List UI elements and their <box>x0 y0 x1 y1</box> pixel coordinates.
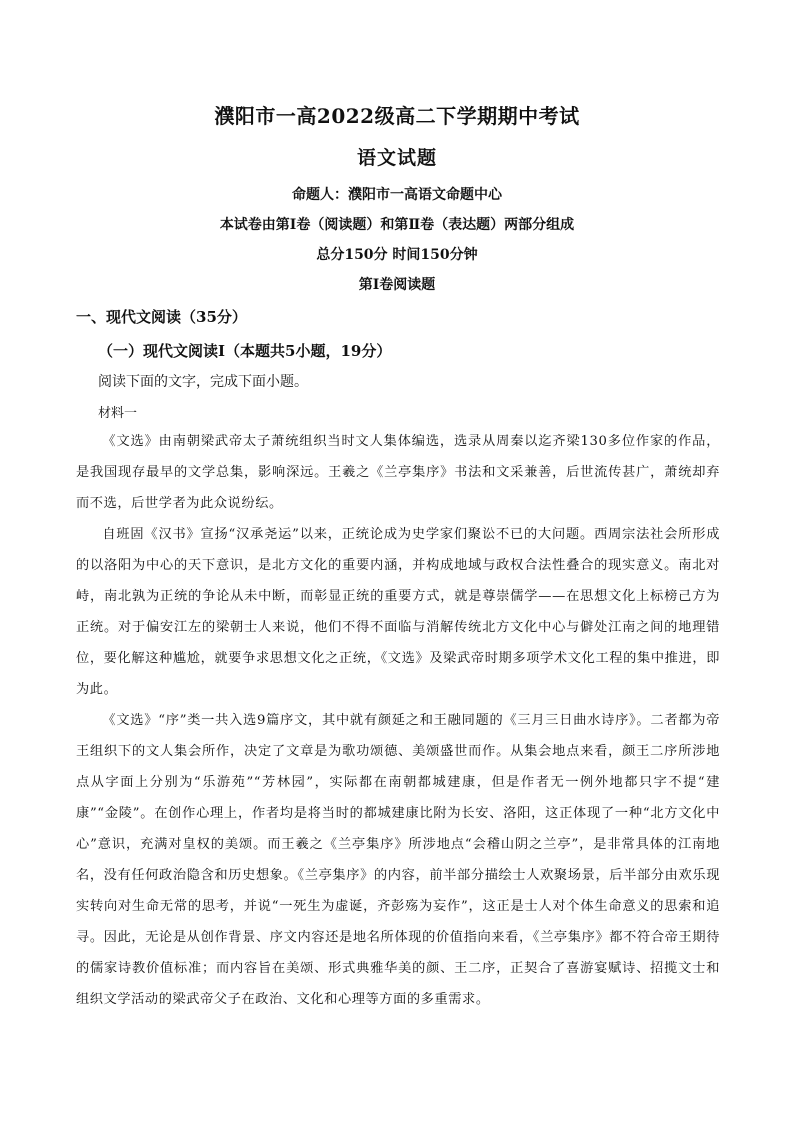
exam-author: 命题人：濮阳市一高语文命题中心 <box>292 187 502 203</box>
paragraph-1: 《文选》由南朝梁武帝太子萧统组织当时文人集体编选，选录从周秦以迄齐梁130多位作家的作品，是我国现存最早的文学总集，影响深远。王羲之《兰亭集序》书法和文采兼善，后世流传甚广，萧统却弃而不选，后世学者为此众说纷纭。 <box>76 434 720 511</box>
material-label: 材料一 <box>98 406 138 421</box>
exam-title: 濮阳市一高2022级高二下学期期中考试 <box>214 104 580 128</box>
exam-score-time: 总分150分 时间150分钟 <box>316 247 478 263</box>
paragraph-3: 《文选》“序”类一共入选9篇序文，其中就有颜延之和王融同题的《三月三日曲水诗序》。二者都为帝王组织下的文人集会所作，决定了文章是为歌功颂德、美颂盛世而作。从集会地点来看，颜王二序所涉地点从字面上分别为“乐游苑”“芳林园”，实际都在南朝都城建康，但是作者无一例外地都只字不提“建康”“金陵”。在创作心理上，作者均是将当时的都城建康比附为长安、洛阳，这正体现了一种“北方文化中心”意识，充满对皇权的美颂。而王羲之《兰亭集序》所涉地点“会稽山阴之兰亭”，是非常具体的江南地名，没有任何政治隐含和历史想象。《兰亭集序》的内容，前半部分描绘士人欢聚场景，后半部分由欢乐现实转向对生命无常的思考，并说“一死生为虚诞，齐彭殇为妄作”，这正是士人对个体生命意义的思索和追寻。因此，无论是从创作背景、序文内容还是地名所体现的价值指向来看，《兰亭集序》都不符合帝王期待的儒家诗教价值标准；而内容旨在美颂、形式典雅华美的颜、王二序，正契合了喜游宴赋诗、招揽文士和组织文学活动的梁武帝父子在政治、文化和心理等方面的多重需求。 <box>76 713 720 1007</box>
reading-instruction: 阅读下面的文字，完成下面小题。 <box>98 374 308 390</box>
section-subheading: （一）现代文阅读Ⅰ（本题共5小题，19分） <box>98 342 392 360</box>
paragraph-2: 自班固《汉书》宣扬“汉承尧运”以来，正统论成为史学家们聚讼不已的大问题。西周宗法社会所形成的以洛阳为中心的天下意识，是北方文化的重要内涵，并构成地域与政权合法性叠合的现实意义。南北对峙，南北孰为正统的争论从未中断，而彰显正统的重要方式，就是尊崇儒学——在思想文化上标榜己方为正统。对于偏安江左的梁朝士人来说，他们不得不面临与消解传统北方文化中心与僻处江南之间的地理错位，要化解这种尴尬，就要争求思想文化之正统，《文选》及梁武帝时期多项学术文化工程的集中推进，即为此。 <box>76 527 720 697</box>
exam-subtitle: 语文试题 <box>356 147 437 169</box>
section-heading: 一、现代文阅读（35分） <box>76 308 247 326</box>
exam-composition: 本试卷由第Ⅰ卷（阅读题）和第Ⅱ卷（表达题）两部分组成 <box>219 217 575 233</box>
exam-part-title: 第Ⅰ卷阅读题 <box>358 277 436 293</box>
